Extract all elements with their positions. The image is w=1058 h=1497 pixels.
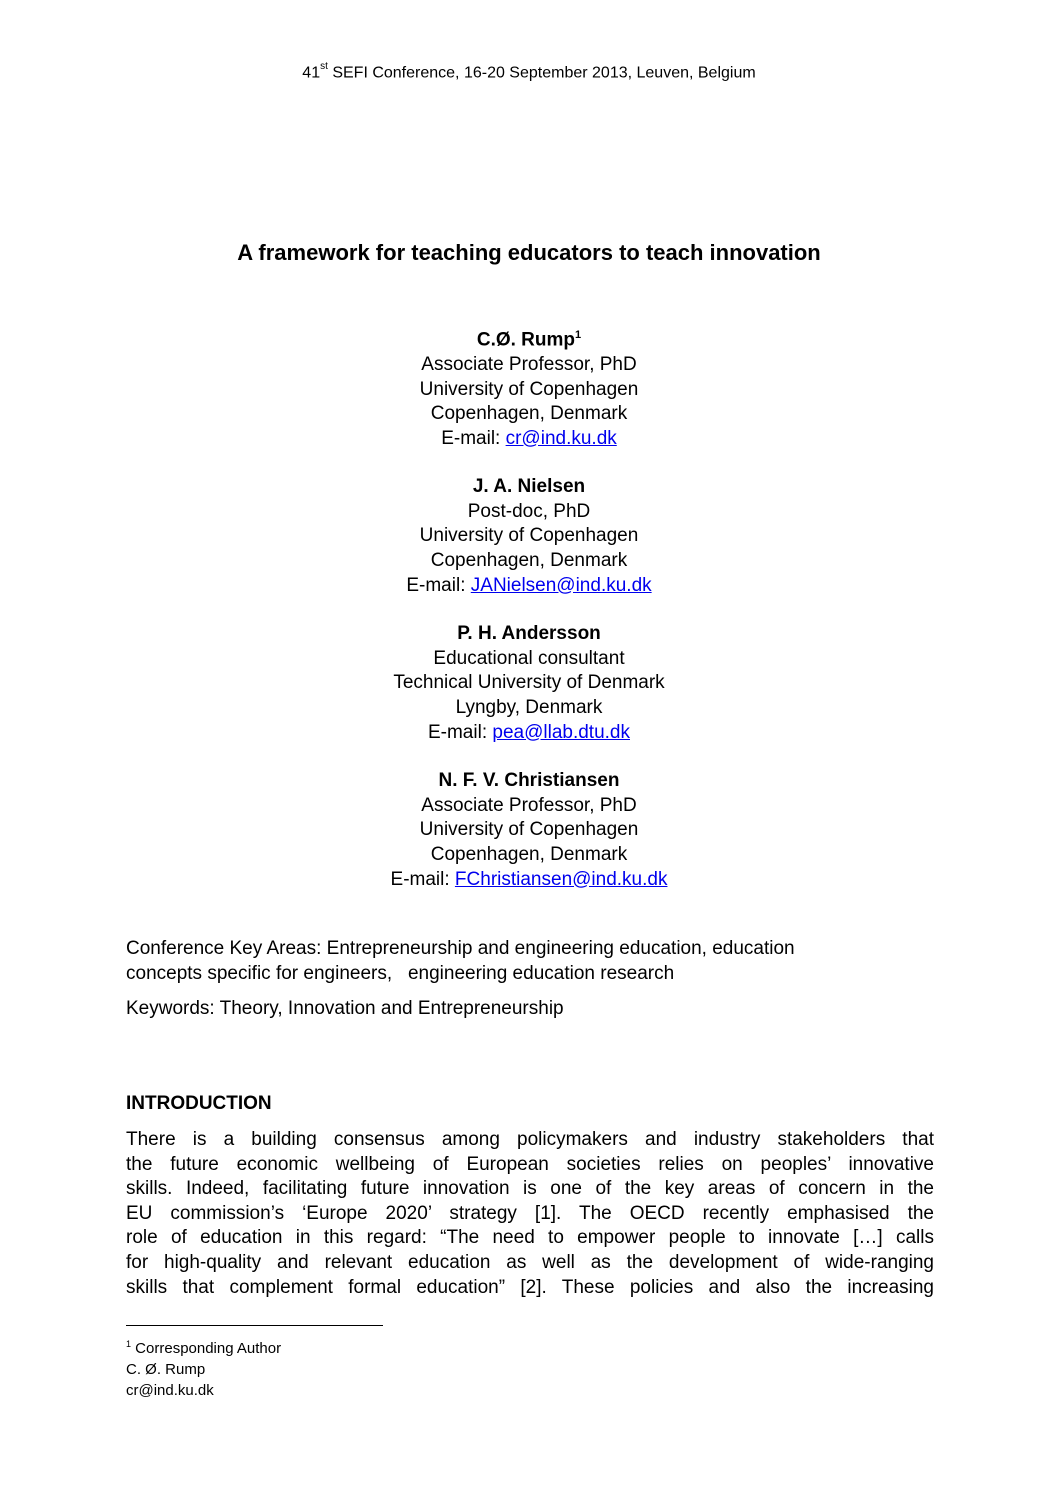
author-email-link[interactable]: pea@llab.dtu.dk bbox=[492, 721, 630, 743]
author-position: Associate Professor, PhD bbox=[421, 353, 637, 375]
author-institution: University of Copenhagen bbox=[419, 525, 639, 547]
email-label: E-mail: bbox=[390, 868, 455, 890]
key-areas-line: concepts specific for engineers, engineering education research bbox=[126, 962, 675, 984]
author-position: Post-doc, PhD bbox=[467, 500, 591, 522]
author-institution: University of Copenhagen bbox=[419, 819, 639, 841]
footnote-number: 1 bbox=[126, 1339, 132, 1349]
author-block bbox=[0, 769, 1058, 892]
author-institution: Technical University of Denmark bbox=[393, 672, 665, 694]
author-name: N. F. V. Christiansen bbox=[438, 770, 620, 792]
paragraph-line: There is a building consensus among policymakers and industry stakeholders that bbox=[126, 1129, 934, 1150]
running-header bbox=[0, 63, 1058, 82]
author-block bbox=[0, 323, 1058, 451]
paragraph-line: the future economic wellbeing of European societies relies on peoples’ innovative bbox=[126, 1153, 934, 1175]
author-location: Copenhagen, Denmark bbox=[430, 844, 628, 866]
conference-number: 41 bbox=[302, 64, 321, 82]
author-location: Lyngby, Denmark bbox=[455, 697, 603, 719]
footnote-email: cr@ind.ku.dk bbox=[126, 1382, 214, 1399]
email-label: E-mail: bbox=[441, 427, 506, 449]
email-label: E-mail: bbox=[406, 574, 471, 596]
conference-key-areas bbox=[126, 937, 936, 986]
paragraph-line: skills. Indeed, facilitating future innovation is one of the key areas of concern in the bbox=[126, 1178, 934, 1200]
paragraph-line: for high-quality and relevant education as well as the development of wide-ranging bbox=[126, 1251, 934, 1273]
author-location: Copenhagen, Denmark bbox=[430, 403, 628, 425]
author-location: Copenhagen, Denmark bbox=[430, 550, 628, 572]
author-email-link[interactable]: JANielsen@ind.ku.dk bbox=[470, 574, 652, 596]
author-email-link[interactable]: cr@ind.ku.dk bbox=[505, 427, 617, 449]
author-list bbox=[0, 323, 1058, 916]
conference-suffix: st bbox=[320, 61, 328, 72]
author-name: C.Ø. Rump bbox=[476, 329, 576, 351]
footnote-separator bbox=[126, 1325, 383, 1326]
author-name: P. H. Andersson bbox=[457, 623, 601, 645]
keywords: Keywords: Theory, Innovation and Entrepreneurship bbox=[126, 998, 564, 1019]
author-institution: University of Copenhagen bbox=[419, 378, 639, 400]
introduction-paragraph bbox=[126, 1128, 934, 1300]
conference-text: SEFI Conference, 16-20 September 2013, Leuven, Belgium bbox=[327, 64, 756, 82]
key-areas-line: Conference Key Areas: Entrepreneurship and engineering education, education bbox=[126, 938, 795, 959]
paragraph-line: EU commission’s ‘Europe 2020’ strategy [1]. The OECD recently emphasised the bbox=[126, 1202, 934, 1224]
section-heading: INTRODUCTION bbox=[126, 1093, 272, 1114]
paragraph-line: skills that complement formal education” [2]. These policies and also the increasing bbox=[126, 1276, 934, 1298]
footnote bbox=[126, 1334, 281, 1401]
paper-title: A framework for teaching educators to teach innovation bbox=[237, 240, 821, 265]
author-position: Educational consultant bbox=[433, 647, 625, 669]
paragraph-line: role of education in this regard: “The need to empower people to innovate […] calls bbox=[126, 1227, 934, 1249]
author-name: J. A. Nielsen bbox=[472, 476, 586, 498]
author-block bbox=[0, 475, 1058, 598]
author-block bbox=[0, 622, 1058, 745]
footnote-name: C. Ø. Rump bbox=[126, 1361, 206, 1378]
footnote-label: Corresponding Author bbox=[131, 1340, 282, 1357]
author-email-link[interactable]: FChristiansen@ind.ku.dk bbox=[454, 868, 668, 890]
email-label: E-mail: bbox=[427, 721, 493, 743]
author-footnote-mark: 1 bbox=[575, 329, 582, 341]
author-position: Associate Professor, PhD bbox=[421, 794, 637, 816]
